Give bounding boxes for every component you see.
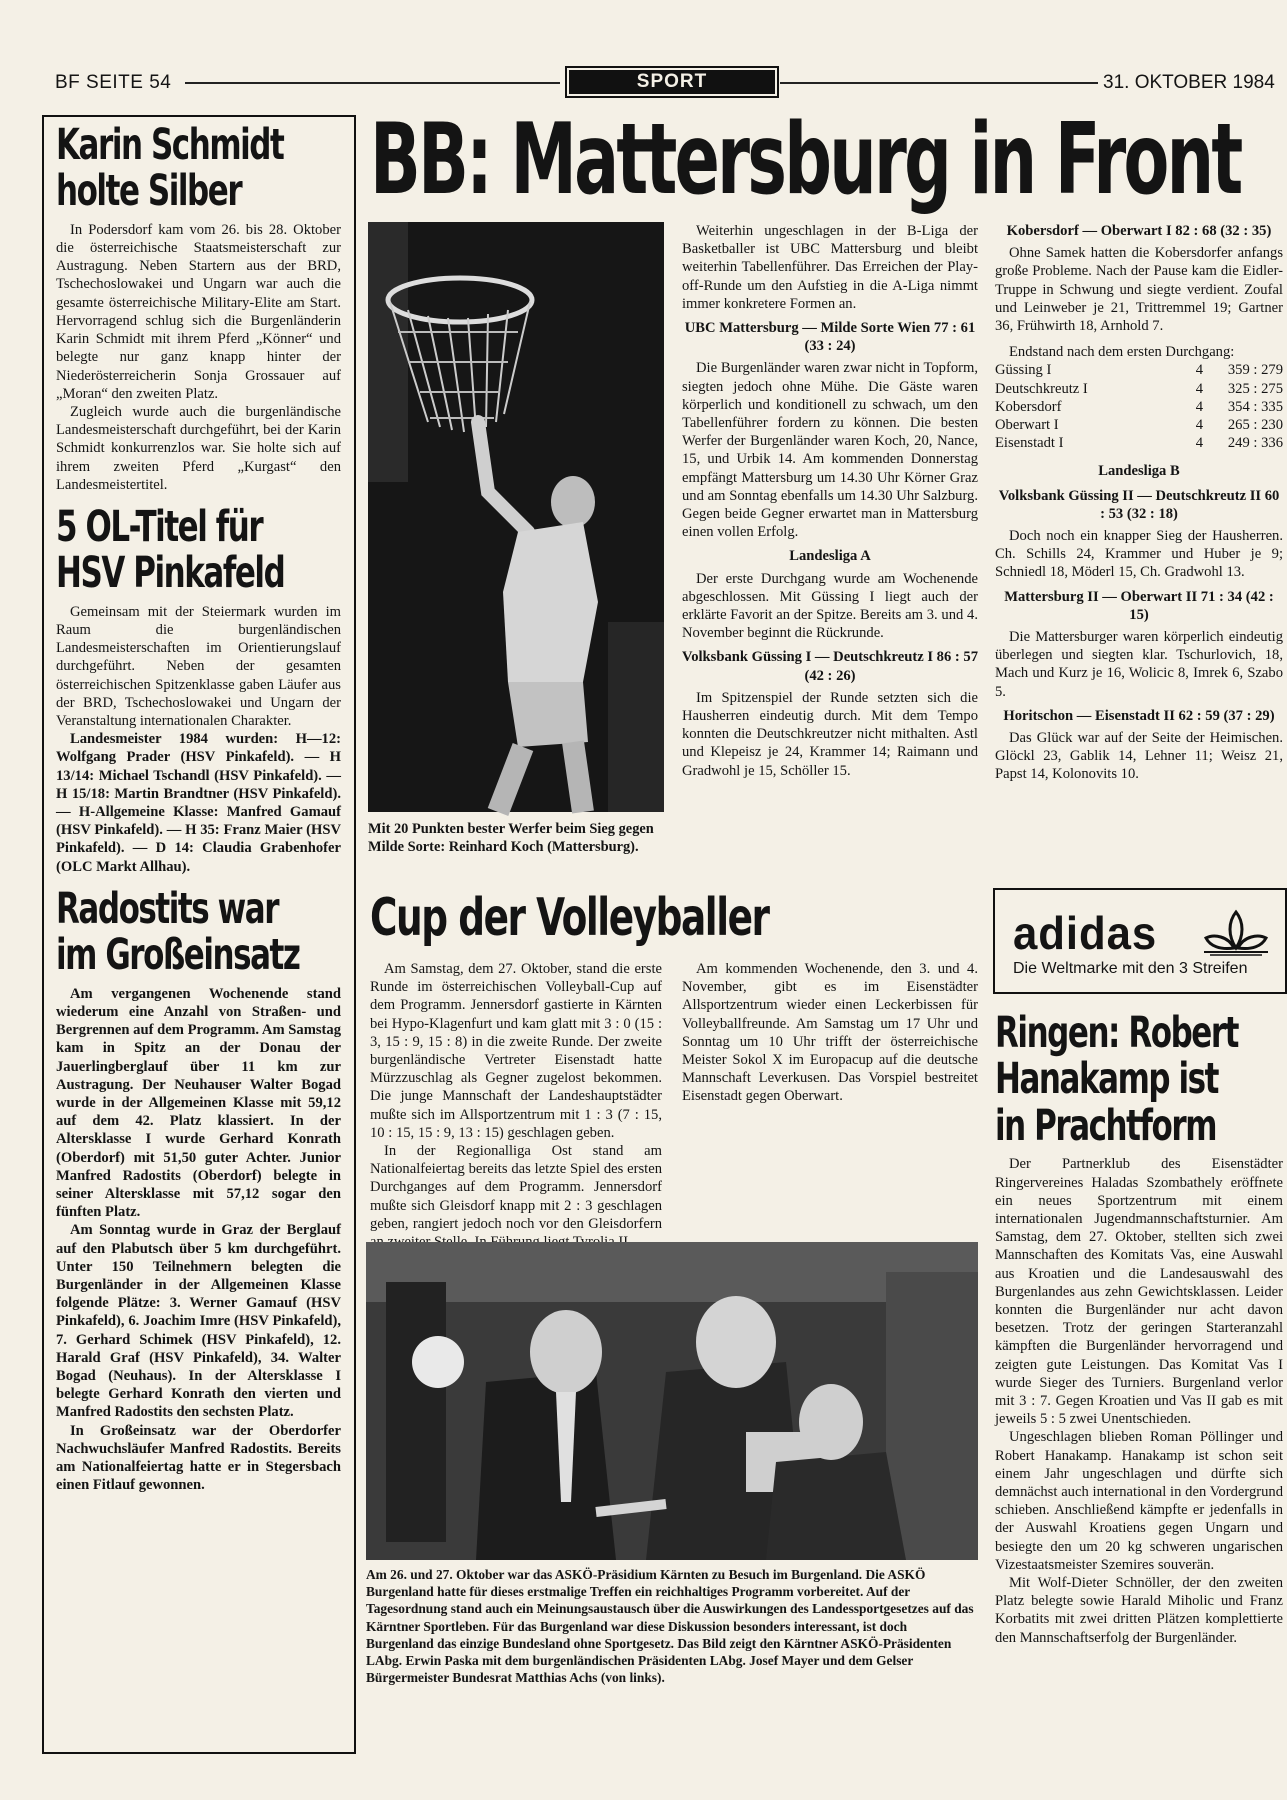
team-score: 325 : 275 [1227,380,1283,397]
team-name: Eisenstadt I [995,435,1064,452]
paragraph: Doch noch ein knapper Sieg der Hausherren. Ch. Schills 24, Krammer und Huber je 9; Schniedl 18, Möderl 15, Ch. Gradwohl 13. [995,528,1283,581]
league-heading: Landesliga B [1098,463,1180,480]
paragraph: Am kommenden Wochenende, den 3. und 4. November, gibt es im Eisenstädter Allsportzentrum wieder einen Leckerbissen für Volleyballfreunde. Am Samstag um 17 Uhr und Sonntag um 10 Uhr trifft der österreichische Meister Sokol X im Europacup auf die deutsche Mannschaft Leverkusen. Das Vorspiel bestreitet Eisenstadt gegen Oberwart. [682,961,978,1105]
team-points: 4 [1195,398,1203,415]
team-score: 265 : 230 [1227,417,1283,434]
match-heading: Mattersburg II — Oberwart II 71 : 34 (42 : 15) [1004,588,1274,623]
table-row [995,434,1283,452]
team-name: Kobersdorf [995,398,1062,415]
paragraph: Das Glück war auf der Seite der Heimischen. Glöckl 23, Gablik 14, Lehner 11; Weisz 21, Papst 14, Kolonovits 10. [995,730,1283,783]
paragraph: Im Spitzenspiel der Runde setzten sich die Hausherren eindeutig durch. Mit dem Tempo konnten die Deutschkreutzer nicht mithalten. Astl und Klepeisz je 24, Krammer 14; Raimann und Gradwohl je 15, Schöller 15. [682,689,978,779]
paragraph: Zugleich wurde auch die burgenländische Landesmeisterschaft durchgeführt, bei der Karin Schmidt konkurrenzlos war. Sie holte sich auf ihrem zweiten Pferd „Kurgast“ den Landesmeistertitel. [56,403,341,493]
table-row [995,380,1283,398]
paragraph: Am Sonntag wurde in Graz der Berglauf auf den Plabutsch über 5 km durchgeführt. Unter 150 Teilnehmern belegten die Burgenländer in der Allgemeinen Klasse folgende Plätze: 3. Werner Gamauf (HSV Pinkafeld), 6. Joachim Imre (HSV Pinkafeld), 7. Gerhard Schimek (HSV Pinkafeld), 12. Harald Graf (HSV Pinkafeld), 34. Walter Bogad (Neuhaus). In der Altersklasse I belegte Gerhard Konrath den vierten und Manfred Radostits den sechsten Platz. [56,1222,341,1421]
paragraph: In Großeinsatz war der Oberdorfer Nachwuchsläufer Manfred Radostits. Bereits am Nationalfeiertag hatte er in Stegersbach einen Fitlauf gewonnen. [56,1422,341,1494]
volleyball-headline: Cup der Volleyballer [370,888,769,948]
paragraph: Ungeschlagen blieben Roman Pöllinger und Robert Hanakamp. Hanakamp ist schon seit einem Jahr ungeschlagen und dürfte sich demnächst auch international in den Vordergrund schieben. Anschließend kämpfte er jedenfalls in der Auswahl Kroatiens gegen Ungarn und besiegte den um 20 kg schweren ungarischen Vizestaatsmeister Szemires souverän. [995,1429,1283,1573]
match-heading: Kobersdorf — Oberwart I 82 : 68 (32 : 35) [1006,223,1272,239]
paragraph: Die Burgenländer waren zwar nicht in Topform, siegten jedoch ohne Mühe. Die Gäste waren körperlich und konditionell zu schwach, um den Tabellenführer fordern zu können. Die besten Werfer der Burgenländer waren Koch, 20, Nance, 15, und Urbik 14. Am kommenden Donnerstag empfängt Mattersburg um 14.30 Uhr Körner Graz und am Sonntag ebenfalls um 14.30 Uhr Salzburg. Gegen beide Gegner erwartet man in Mattersburg einen vollen Erfolg. [682,360,978,541]
headline-ringen-3: in Prachtform [995,1100,1217,1151]
headline-schmidt-2: holte Silber [56,166,242,217]
paragraph: Am Samstag, dem 27. Oktober, stand die erste Runde im österreichischen Volleyball-Cup auf dem Programm. Jennersdorf gastierte in Kärnten bei Hypo-Klagenfurt und kam glatt mit 3 : 0 (15 : 3, 15 : 9, 15 : 8) in die zweite Runde. Der zweite burgenländische Vertreter Eisenstadt hatte Mürzzuschlag als Gegner zugelost bekommen. Die junge Mannschaft der Landeshauptstädter mußte sich im Allsportzentrum mit 1 : 3 (7 : 15, 10 : 15, 15 : 9, 13 : 15) geschlagen geben. [370,961,662,1141]
paragraph: Ohne Samek hatten die Kobersdorfer anfangs große Probleme. Nach der Pause kam die Eidler-Truppe in Schwung und siegte verdient. Zoufal und Leinweber je 21, Trittremmel 19; Gartner 36, Frühwirth 18, Arnhold 7. [995,245,1283,335]
paragraph: Mit Wolf-Dieter Schnöller, der den zweiten Platz belegte sowie Harald Miholic und Franz Korbatits mit zwei dritten Plätzen komplettierte den Mannschaftserfolg der Burgenländer. [995,1574,1283,1646]
team-points: 4 [1195,380,1203,397]
match-heading: Volksbank Güssing I — Deutschkreutz I 86 : 57 (42 : 26) [682,649,979,684]
photo-caption-basketball: Mit 20 Punkten bester Werfer beim Sieg gegen Milde Sorte: Reinhard Koch (Mattersburg). [368,821,654,855]
match-heading: Volksbank Güssing II — Deutschkreutz II 60 : 53 (32 : 18) [998,487,1280,522]
article-ol-titel [56,501,341,876]
team-points: 4 [1195,362,1203,379]
section-badge: SPORT [565,66,779,98]
standings-table [995,361,1283,452]
photo-caption-askoe: Am 26. und 27. Oktober war das ASKÖ-Präsidium Kärnten zu Besuch im Burgenland. Die ASKÖ Burgenland hatte für dieses erstmalige Treffen ein reichhaltiges Programm vorbereitet. Auf der Tagesordnung stand auch ein Meinungsaustausch über die Auswirkungen des Landessportgesetzes auf das Kärntner Sportleben. Für das Burgenland war diese Diskussion besonders interessant, ist doch Burgenland das einzige Bundesland ohne Sportgesetz. Das Bild zeigt den Kärntner ASKÖ-Präsidenten LAbg. Erwin Paska mit dem burgenländischen Präsidenten LAbg. Josef Mayer und dem Gelser Bürgermeister Bundesrat Matthias Achs (von links). [366,1567,974,1686]
team-points: 4 [1195,435,1203,452]
headline-schmidt-1: Karin Schmidt [56,120,284,170]
paragraph: In der Regionalliga Ost stand am Nationalfeiertag bereits das letzte Spiel des ersten Durchganges auf dem Programm. Jennersdorf mußte sich Gleisdorf knapp mit 2 : 3 geschlagen geben, rangiert jedoch noch vor den Gleisdorfern [370,1143,662,1232]
adidas-logo: adidas [1013,907,1158,959]
adidas-ad [993,888,1287,994]
league-heading: Landesliga A [789,548,871,565]
askoe-photo [366,1242,978,1560]
main-headline: BB: Mattersburg in Front [370,103,1241,217]
headline-radostits-2: im Großeinsatz [56,930,300,981]
headline-radostits-1: Radostits war [56,883,279,934]
volleyball-column-2 [682,960,978,1235]
paragraph: Gemeinsam mit der Steiermark wurden im Raum die burgenländischen Landesmeisterschaften im Orientierungslauf durchgeführt. Neben der gesamten österreichischen Spitzenklasse gaben Läufer aus der BRD, Tschechoslowakei und Ungarn der Veranstaltung internationalen Charakter. [56,603,341,730]
headline-ol-1: 5 OL-Titel für [56,501,263,552]
team-score: 249 : 336 [1227,435,1283,452]
team-points: 4 [1195,417,1203,434]
table-row [995,361,1283,379]
article-radostits [56,883,341,1495]
team-name: Deutschkreutz I [995,380,1088,397]
team-name: Güssing I [995,362,1052,379]
paragraph: Am vergangenen Wochenende stand wiederum eine Anzahl von Straßen- und Bergrennen auf dem Programm. Am Samstag kam in Spitz an der Donau der Jauerlingberglauf über 11 km zur Austragung. Der Neuhauser Walter Bogad wurde in der Allgemeinen Klasse mit 59,12 auf dem 42. Platz klassiert. In der Altersklasse I wurde Gerhard Konrath (Oberdorf) mit 51,50 guter Achter. Junior Manfred Radostits (Oberdorf) belegte in seiner Altersklasse mit 57,12 sogar den fünften Platz. [56,985,341,1221]
adidas-tagline: Die Weltmarke mit den 3 Streifen [1013,960,1248,977]
table-row [995,398,1283,416]
volleyball-column-1 [370,960,662,1235]
headline-ringen-2: Hanakamp ist [995,1054,1218,1105]
paragraph: Endstand nach dem ersten Durchgang: [1009,344,1235,361]
ringen-column [995,1010,1283,1750]
paragraph: Der erste Durchgang wurde am Wochenende abgeschlossen. Mit Güssing I liegt auch der erklärte Favorit an der Spitze. Bereits am 3. und 4. November beginnt die Rückrunde. [682,570,978,642]
header-rule-left [185,82,560,84]
team-score: 354 : 335 [1227,398,1283,415]
article-schmidt [56,122,341,494]
paragraph: Landesmeister 1984 wurden: H—12: Wolfgang Prader (HSV Pinkafeld). — H 13/14: Michael Tschandl (HSV Pinkafeld). — H 15/18: Martin Brandtner (HSV Pinkafeld). — H-Allgemeine Klasse: Manfred Gamauf (HSV Pinkafeld). — H 35: Franz Maier (HSV Pinkafeld). — D 14: Claudia Grabenhofer (OLC Markt Allhau). [56,731,341,875]
basketball-column-right [995,222,1283,882]
page-number: BF SEITE 54 [55,72,172,93]
left-column [56,122,341,1742]
team-name: Oberwart I [995,417,1059,434]
paragraph: Der Partnerklub des Eisenstädter Ringervereines Haladas Szombathely eröffnete ein neues Sportzentrum mit einem internationalen Jugendmannschaftsturnier. Am Samstag, dem 27. Oktober, stellten sich zwei Mannschaften des Komitats Vas, eine Auswahl aus Kroatien und die Landesauswahl des Burgenlandes aus zehn Gewichtsklassen. Leider konnten die Burgenländer nur acht davon besetzen. Trotz der geringen Starteranzahl kämpften die Burgenländer hervorragend und zeigten gute Leistungen. Das Komitat Vas I wurde Sieger des Turniers. Burgenland verlor mit 3 : 7. Gegen Kroatien und Vas II gab es mit jeweils 5 : 5 zwei Unentschieden. [995,1156,1283,1428]
paragraph: Die Mattersburger waren körperlich eindeutig überlegen und siegten klar. Tschurlovich, 18, Mach und Kurz je 16, Wolicic 8, Imrek 6, Szabo 5. [995,629,1283,700]
table-row [995,416,1283,434]
match-heading: UBC Mattersburg — Milde Sorte Wien 77 : 61 (33 : 24) [684,320,976,355]
match-heading: Horitschon — Eisenstadt II 62 : 59 (37 : 29) [1003,707,1275,724]
headline-ol-2: HSV Pinkafeld [56,548,285,599]
paragraph: In Podersdorf kam vom 26. bis 28. Oktober die österreichische Staatsmeisterschaft zur Austragung. Neben Startern aus der BRD, Tschechoslowakei und Ungarn war auch die gesamte österreichische Military-Elite am Start. Hervorragend schlug sich die Burgenländerin Karin Schmidt mit ihrem Pferd „Könner“ und belegte nur ganz knapp hinter der Niederösterreicherin Sonja Grossauer auf „Moran“ den zweiten Platz. [56,221,341,402]
basketball-column-middle [682,222,978,882]
trefoil-icon [1200,908,1272,956]
team-score: 359 : 279 [1227,362,1283,379]
paragraph: Weiterhin ungeschlagen in der B-Liga der Basketballer ist UBC Mattersburg und bleibt weiterhin Tabellenführer. Das Erreichen der Play-off-Runde um den Aufstieg in die A-Liga nimmt immer konkretere Formen an. [682,223,978,312]
basketball-photo [368,222,664,812]
headline-ringen-1: Ringen: Robert [995,1008,1239,1058]
header-rule-right [780,82,1098,84]
issue-date: 31. OKTOBER 1984 [1103,72,1275,93]
